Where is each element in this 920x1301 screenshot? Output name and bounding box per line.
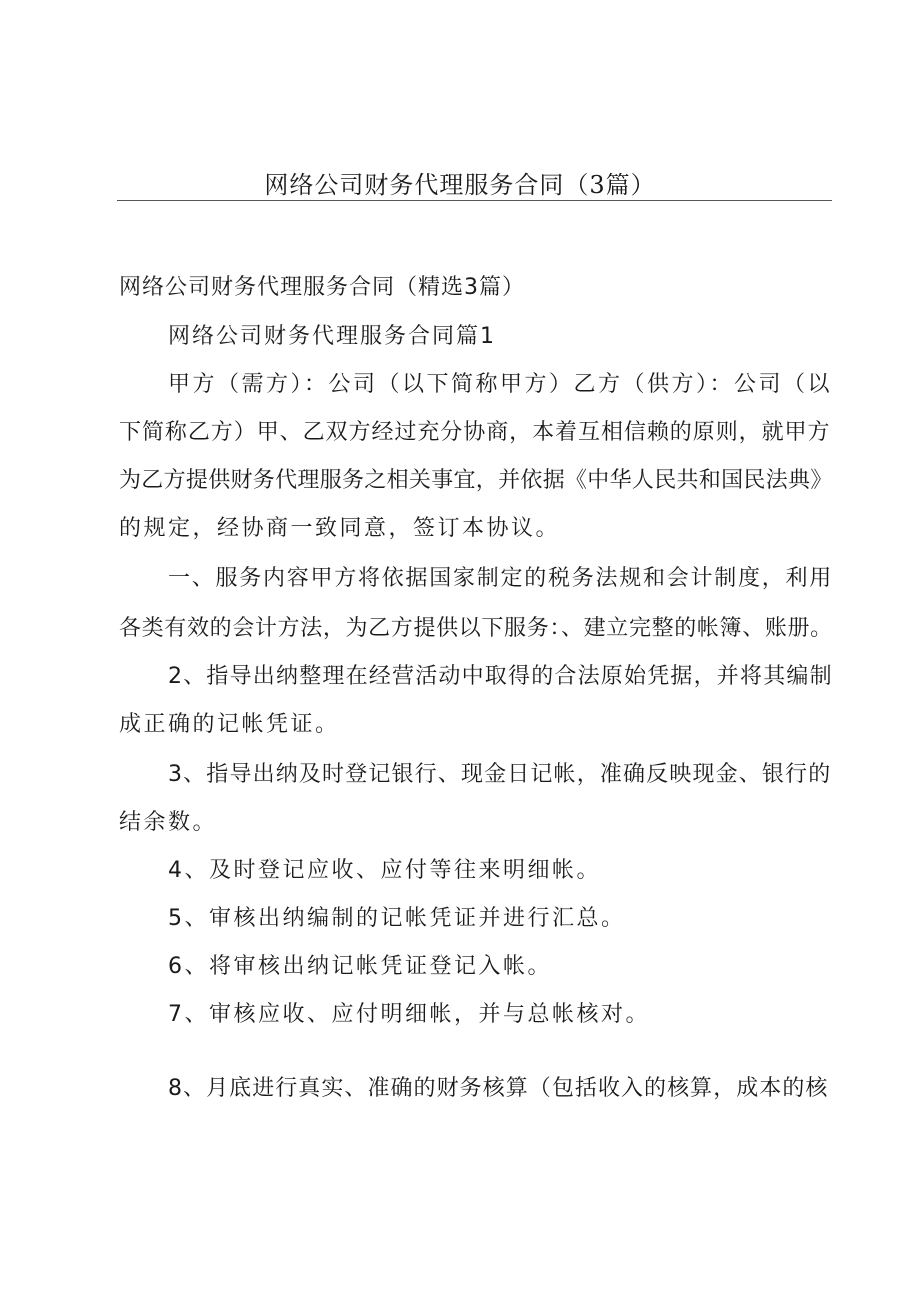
body-line: 2、指导出纳整理在经营活动中取得的合法原始凭据，并将其编制 — [168, 664, 833, 689]
body-line: 的规定，经协商一致同意，签订本协议。 — [119, 516, 561, 541]
body-line: 5、审核出纳编制的记帐凭证并进行汇总。 — [168, 906, 626, 931]
body-line: 甲方（需方）：公司（以下简称甲方）乙方（供方）：公司（以 — [168, 372, 833, 397]
body-line: 7、审核应收、应付明细帐，并与总帐核对。 — [168, 1002, 650, 1027]
body-line: 8、月底进行真实、准确的财务核算（包括收入的核算，成本的核 — [168, 1076, 829, 1101]
body-line: 4、及时登记应收、应付等往来明细帐。 — [168, 858, 601, 883]
document-title: 网络公司财务代理服务合同（3篇） — [264, 171, 656, 199]
body-line: 成正确的记帐凭证。 — [119, 712, 340, 737]
body-line: 为乙方提供财务代理服务之相关事宜，并依据《中华人民共和国民法典》 — [119, 468, 833, 493]
body-line: 6、将审核出纳记帐凭证登记入帐。 — [168, 954, 552, 979]
body-line: 下简称乙方）甲、乙双方经过充分协商，本着互相信赖的原则，就甲方 — [119, 420, 831, 445]
document-subtitle: 网络公司财务代理服务合同（精选3篇） — [119, 275, 525, 300]
title-divider — [117, 200, 832, 201]
body-line: 各类有效的会计方法，为乙方提供以下服务：、建立完整的帐簿、账册。 — [119, 616, 833, 641]
section-heading: 网络公司财务代理服务合同篇1 — [168, 324, 496, 349]
body-line: 3、指导出纳及时登记银行、现金日记帐，准确反映现金、银行的 — [168, 762, 832, 787]
body-line: 一、服务内容甲方将依据国家制定的税务法规和会计制度，利用 — [168, 566, 834, 591]
body-line: 结余数。 — [119, 810, 218, 835]
